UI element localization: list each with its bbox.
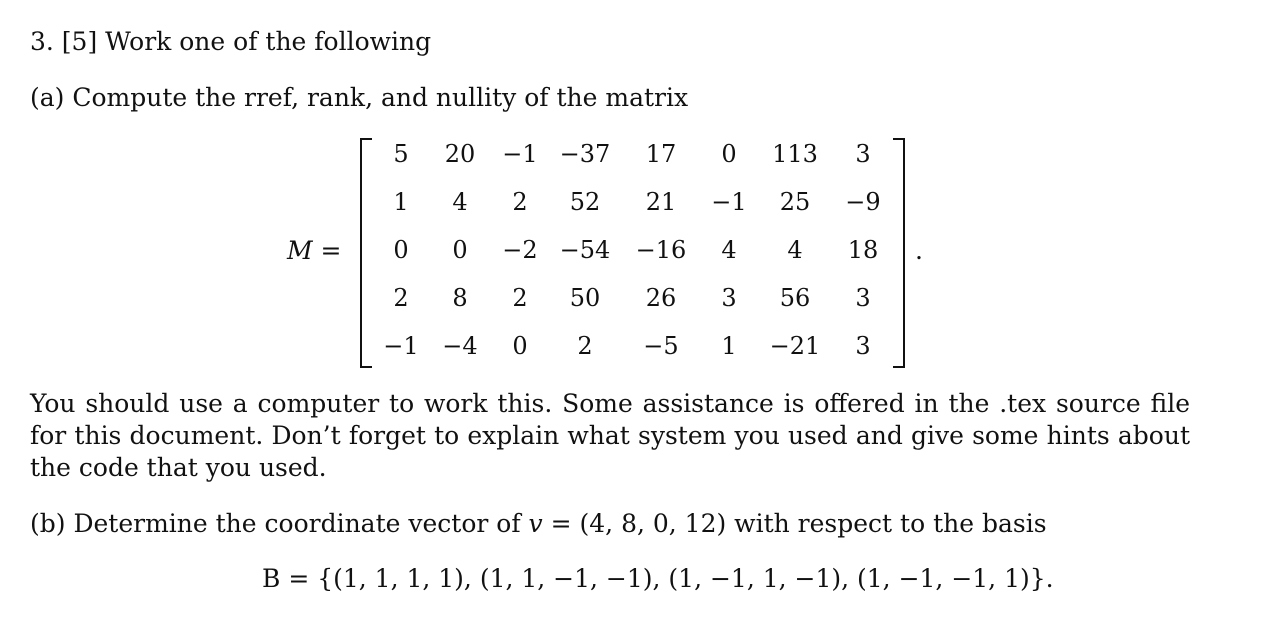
matrix-cell: 56 xyxy=(779,284,811,312)
matrix-cell: 50 xyxy=(569,284,601,312)
matrix-cell: −2 xyxy=(502,236,538,264)
matrix-label: M = xyxy=(287,236,342,265)
matrix-cell: 3 xyxy=(855,284,871,312)
matrix-cell: −1 xyxy=(383,332,419,360)
matrix-cell: 4 xyxy=(721,236,737,264)
matrix-cell: 1 xyxy=(721,332,737,360)
matrix-cell: 2 xyxy=(393,284,409,312)
matrix-cell: −5 xyxy=(643,332,679,360)
matrix-cell: −9 xyxy=(845,188,881,216)
matrix-cell: 2 xyxy=(512,188,528,216)
matrix-cell: 8 xyxy=(452,284,468,312)
matrix-cell: 0 xyxy=(393,236,409,264)
part-a-text: (a) Compute the rref, rank, and nullity of the matrix xyxy=(30,83,689,112)
matrix-cell: 26 xyxy=(645,284,677,312)
matrix-cell: 4 xyxy=(787,236,803,264)
matrix-cell: 3 xyxy=(855,332,871,360)
matrix-cell: −16 xyxy=(635,236,687,264)
matrix-cell: 25 xyxy=(779,188,811,216)
matrix-cell: 4 xyxy=(452,188,468,216)
part-b-suffix: = (4, 8, 0, 12) with respect to the basis xyxy=(542,509,1047,538)
part-b-variable: v xyxy=(528,509,543,538)
matrix-cell: 2 xyxy=(512,284,528,312)
basis-set: B = {(1, 1, 1, 1), (1, 1, −1, −1), (1, −1, 1, −1), (1, −1, −1, 1)}. xyxy=(262,564,1054,593)
matrix-cell: 5 xyxy=(393,140,409,168)
matrix-cell: 21 xyxy=(645,188,677,216)
matrix-cell: −54 xyxy=(559,236,611,264)
matrix-cell: 113 xyxy=(772,140,818,168)
matrix-cell: 3 xyxy=(855,140,871,168)
matrix-cell: 17 xyxy=(645,140,677,168)
matrix-cell: −1 xyxy=(502,140,538,168)
matrix-cell: 52 xyxy=(569,188,601,216)
matrix-cell: 0 xyxy=(452,236,468,264)
part-b-prefix: (b) Determine the coordinate vector of xyxy=(30,509,529,538)
problem-heading: 3. [5] Work one of the following xyxy=(30,27,432,56)
instructions-paragraph: You should use a computer to work this. Some assistance is offered in the .tex source file for this document. Don’t forget to explain what system you used and give some hints about the code that you used. xyxy=(30,389,1190,482)
matrix-period: . xyxy=(915,236,923,265)
matrix-cell: 0 xyxy=(512,332,528,360)
matrix-cell: −37 xyxy=(559,140,611,168)
matrix-cell: 0 xyxy=(721,140,737,168)
matrix-cell: −4 xyxy=(442,332,478,360)
matrix-cell: 2 xyxy=(577,332,593,360)
matrix-cell: −21 xyxy=(769,332,821,360)
matrix-cell: 3 xyxy=(721,284,737,312)
matrix-cell: −1 xyxy=(711,188,747,216)
matrix xyxy=(360,138,905,368)
matrix-cell: 18 xyxy=(847,236,879,264)
part-b-text xyxy=(30,508,1047,540)
matrix-cell: 20 xyxy=(444,140,476,168)
matrix-cell: 1 xyxy=(393,188,409,216)
